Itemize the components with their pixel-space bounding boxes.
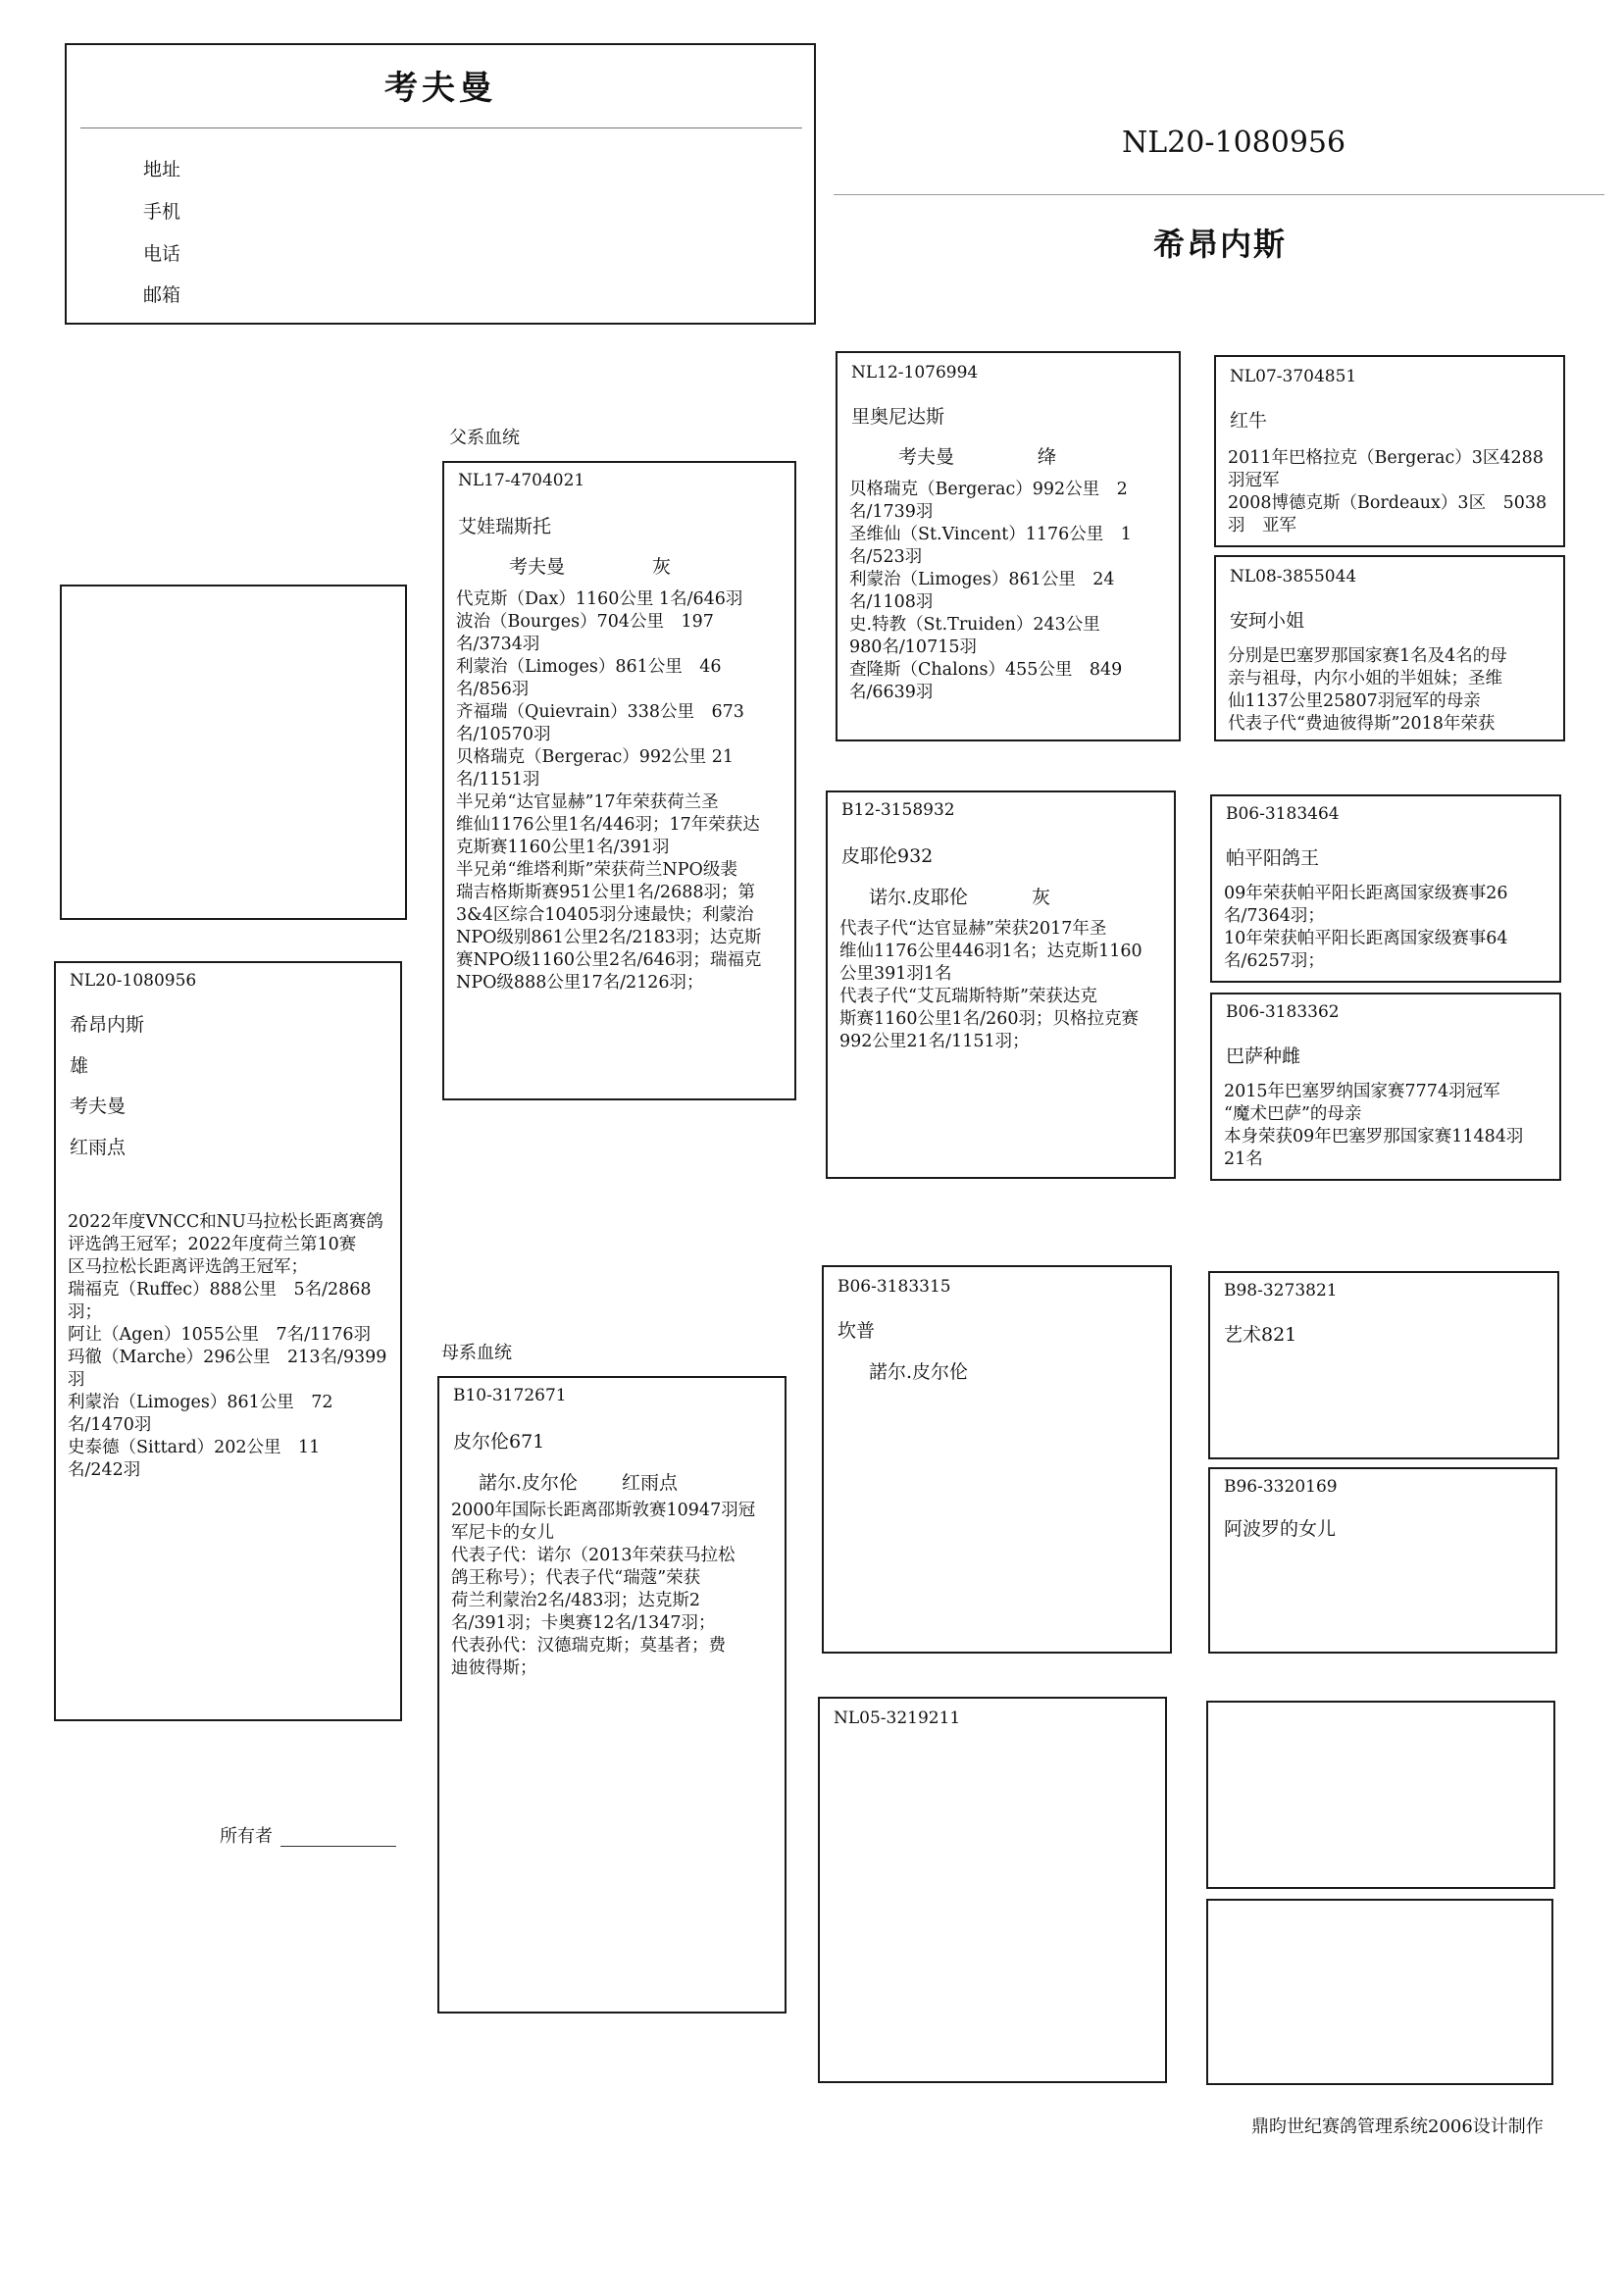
dam-color: 红雨点 — [622, 1472, 679, 1494]
sire-sire-color: 绛 — [1038, 446, 1057, 468]
subject-name: 希昂内斯 — [70, 1014, 145, 1036]
sire-sire-results: 贝格瑞克（Bergerac）992公里 2 名/1739羽 圣维仙（St.Vincent）1176公里 1 名/523羽 利蒙治（Limoges）861公里 24 名/1108羽 史.特教（St.Truiden）243公里 980名/10715羽 查隆斯（Chalons）455公里 849 名/6639羽 — [849, 480, 1132, 702]
mobile-label: 手机 — [143, 201, 181, 223]
address-label: 地址 — [143, 159, 181, 180]
dam-sire-box — [822, 1265, 1172, 1654]
owner-name: 考夫曼 — [384, 69, 496, 108]
subject-ring: NL20-1080956 — [70, 971, 197, 991]
sire-dam-ring: B12-3158932 — [841, 800, 955, 820]
sire-name: 艾娃瑞斯托 — [458, 516, 552, 537]
owner-sign-line — [280, 1846, 396, 1847]
owner-divider — [80, 127, 802, 128]
photo-box — [60, 585, 407, 920]
ggp-sdd-ring: B06-3183362 — [1226, 1002, 1340, 1022]
ggp-ssd-name: 安珂小姐 — [1230, 610, 1305, 632]
owner-info-box — [65, 43, 816, 325]
header-pigeon-name: 希昂内斯 — [1153, 226, 1288, 263]
sire-dam-color: 灰 — [1032, 887, 1051, 908]
ggp-ssd-results: 分別是巴塞罗那国家赛1名及4名的母 亲与祖母，内尔小姐的半姐妹；圣维 仙1137公里25807羽冠军的母亲 代表子代“费迪彼得斯”2018年荣获 — [1228, 646, 1507, 734]
ggp-dss-ring: B98-3273821 — [1224, 1281, 1338, 1300]
ggp-sdd-box — [1210, 993, 1561, 1181]
ggp-sdd-name: 巴萨种雌 — [1226, 1045, 1301, 1067]
sire-box — [442, 461, 796, 1100]
sire-line-label: 父系血统 — [449, 428, 520, 448]
subject-results: 2022年度VNCC和NU马拉松长距离赛鸽 评选鸽王冠军；2022年度荷兰第10赛 区马拉松长距离评选鸽王冠军； 瑞福克（Ruffec）888公里 5名/2868 羽； 阿让（Agen）1055公里 7名/1176羽 玛徹（Marche）296公里 213名/9399 羽 利蒙治（Limoges）861公里 72 名/1470羽 史泰德（Sittard）202公里 11 名/242羽 — [68, 1212, 387, 1480]
sire-dam-breeder: 诺尔.皮耶伦 — [869, 887, 969, 908]
dam-box — [437, 1376, 787, 2014]
dam-ring: B10-3172671 — [453, 1386, 567, 1405]
ggp-sds-box — [1210, 794, 1561, 983]
subject-owner: 考夫曼 — [70, 1096, 127, 1117]
sire-sire-breeder: 考夫曼 — [898, 446, 955, 468]
sire-results: 代克斯（Dax）1160公里 1名/646羽 波治（Bourges）704公里 197 名/3734羽 利蒙治（Limoges）861公里 46 名/856羽 齐福瑞（Quievrain）338公里 673 名/10570羽 贝格瑞克（Bergerac）992公里 21 名/1151羽 半兄弟“达官显赫”17年荣获荷兰圣 维仙1176公里1名/446羽；17年荣获达 克斯赛1160公里1名/391羽 半兄弟“维塔利斯”荣获荷兰NPO级裴 瑞吉格斯斯赛951公里1名/2688羽；第 3&4区综合10405羽分速最快；利蒙治 NPO级别861公里2名/2183羽；达克斯 赛NPO级1160公里2名/646羽；瑞福克 NPO级888公里17名/2126羽； — [456, 589, 762, 993]
email-label: 邮箱 — [143, 284, 181, 306]
ggp-sds-ring: B06-3183464 — [1226, 804, 1340, 824]
subject-color: 红雨点 — [70, 1137, 127, 1158]
ggp-sds-results: 09年荣获帕平阳长距离国家级赛事26 名/7364羽； 10年荣获帕平阳长距离国家级赛事64 名/6257羽； — [1224, 884, 1508, 971]
sire-dam-name: 皮耶伦932 — [841, 845, 934, 867]
header-ring-number: NL20-1080956 — [1122, 126, 1346, 160]
dam-line-label: 母系血统 — [441, 1343, 512, 1363]
sire-ring: NL17-4704021 — [458, 471, 585, 490]
ggp-dsd-ring: B96-3320169 — [1224, 1477, 1338, 1497]
dam-results: 2000年国际长距离邵斯敦赛10947羽冠 军尼卡的女儿 代表子代：诺尔（2013年荣获马拉松 鸽王称号）；代表子代“瑞蔻”荣获 荷兰利蒙治2名/483羽；达克斯2 名/391羽；卡奥赛12名/1347羽； 代表孙代：汉德瑞克斯；莫基者；费 迪彼得斯； — [451, 1501, 756, 1678]
dam-dam-ring: NL05-3219211 — [834, 1708, 961, 1728]
ggp-sds-name: 帕平阳鸽王 — [1226, 847, 1320, 869]
ggp-sss-box — [1214, 355, 1565, 547]
ggp-sdd-results: 2015年巴塞罗纳国家赛7774羽冠军 “魔术巴萨”的母亲 本身荣获09年巴塞罗那国家赛11484羽 21名 — [1224, 1082, 1524, 1169]
ggp-sss-name: 红牛 — [1230, 410, 1268, 432]
ggp-dds-box — [1206, 1701, 1555, 1889]
sire-sire-ring: NL12-1076994 — [851, 363, 979, 382]
ggp-ssd-box — [1214, 555, 1565, 741]
dam-sire-name: 坎普 — [837, 1320, 876, 1342]
ggp-sss-results: 2011年巴格拉克（Bergerac）3区4288 羽冠军 2008博德克斯（Bordeaux）3区 5038 羽 亚军 — [1228, 448, 1548, 535]
sire-dam-results: 代表子代“达官显赫”荣获2017年圣 维仙1176公里446羽1名；达克斯1160 公里391羽1名 代表子代“艾瓦瑞斯特斯”荣获达克 斯赛1160公里1名/260羽；贝格拉克赛 992公里21名/1151羽； — [839, 919, 1142, 1051]
sire-sire-box — [836, 351, 1181, 741]
dam-dam-box — [818, 1697, 1167, 2083]
sire-sire-name: 里奥尼达斯 — [851, 406, 945, 428]
dam-sire-breeder: 諾尔.皮尔伦 — [869, 1361, 969, 1383]
sire-color: 灰 — [652, 556, 672, 578]
ggp-ddd-box — [1206, 1899, 1553, 2085]
ggp-dsd-box — [1208, 1467, 1557, 1654]
owner-sign-label: 所有者 — [220, 1826, 273, 1847]
subject-sex: 雄 — [70, 1055, 89, 1077]
phone-label: 电话 — [143, 243, 181, 265]
ggp-dss-box — [1208, 1271, 1559, 1459]
dam-sire-ring: B06-3183315 — [837, 1277, 951, 1297]
ggp-dsd-name: 阿波罗的女儿 — [1224, 1518, 1337, 1540]
ggp-dss-name: 艺术821 — [1224, 1324, 1297, 1346]
sire-breeder: 考夫曼 — [509, 556, 566, 578]
footer-credit: 鼎昀世纪赛鸽管理系统2006设计制作 — [1251, 2116, 1544, 2137]
subject-pigeon-box — [54, 961, 402, 1721]
dam-name: 皮尔伦671 — [453, 1431, 545, 1453]
dam-breeder: 諾尔.皮尔伦 — [479, 1472, 579, 1494]
sire-dam-box — [826, 790, 1176, 1179]
header-divider — [834, 194, 1604, 195]
ggp-ssd-ring: NL08-3855044 — [1230, 567, 1357, 586]
ggp-sss-ring: NL07-3704851 — [1230, 367, 1357, 386]
